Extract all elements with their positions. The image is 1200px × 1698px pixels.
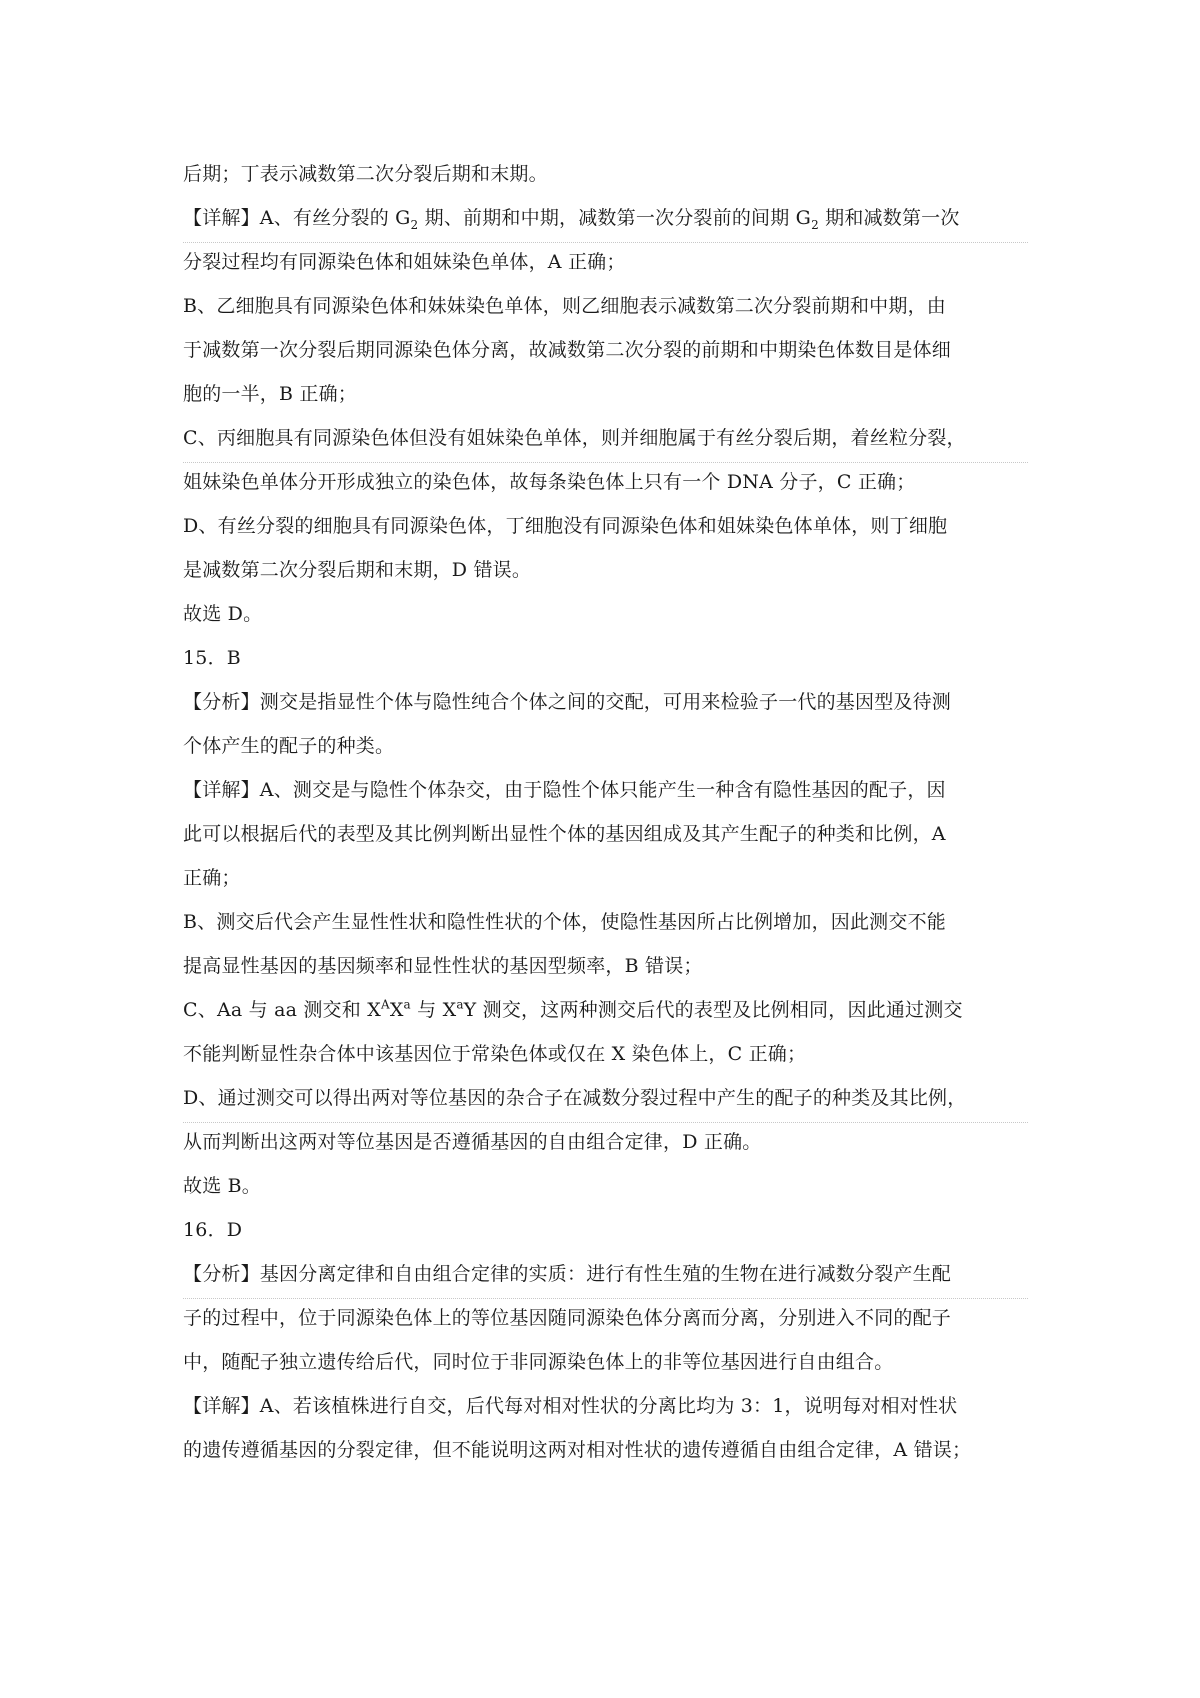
question-number xyxy=(183,1206,1028,1254)
text-line xyxy=(183,1250,1028,1299)
text-line xyxy=(183,502,1028,550)
text-run: 中，随配子独立遗传给后代，同时位于非同源染色体上的非等位基因进行自由组合。 xyxy=(183,1351,894,1373)
text-line xyxy=(183,326,1028,374)
text-run: 的遗传遵循基因的分裂定律，但不能说明这两对相对性状的遗传遵循自由组合定律，A 错误； xyxy=(183,1439,972,1461)
superscript: a xyxy=(456,997,464,1012)
text-line xyxy=(183,282,1028,330)
text-run: 是减数第二次分裂后期和末期，D 错误。 xyxy=(183,559,532,581)
text-run: 姐妹染色单体分开形成独立的染色体，故每条染色体上只有一个 DNA 分子，C 正确； xyxy=(183,471,916,493)
text-line xyxy=(183,150,1028,198)
text-line xyxy=(183,546,1028,594)
text-run: 与 X xyxy=(410,999,457,1021)
text-run: 故选 D。 xyxy=(183,603,263,625)
text-line xyxy=(183,194,1028,243)
text-line xyxy=(183,766,1028,814)
text-line xyxy=(183,1074,1028,1123)
text-run: B、测交后代会产生显性性状和隐性性状的个体，使隐性基因所占比例增加，因此测交不能 xyxy=(183,911,946,933)
text-line xyxy=(183,1382,1028,1430)
text-run: 16．D xyxy=(183,1219,243,1241)
text-run: 15．B xyxy=(183,647,241,669)
text-line xyxy=(183,1030,1028,1078)
text-run: 后期；丁表示减数第二次分裂后期和末期。 xyxy=(183,163,548,185)
text-run: 提高显性基因的基因频率和显性性状的基因型频率，B 错误； xyxy=(183,955,703,977)
subscript: 2 xyxy=(811,217,819,232)
text-line xyxy=(183,810,1028,858)
question-number xyxy=(183,634,1028,682)
text-run: 分裂过程均有同源染色体和姐妹染色单体，A 正确； xyxy=(183,251,626,273)
text-run: 不能判断显性杂合体中该基因位于常染色体或仅在 X 染色体上，C 正确； xyxy=(183,1043,807,1065)
text-run: D、通过测交可以得出两对等位基因的杂合子在减数分裂过程中产生的配子的种类及其比例， xyxy=(183,1087,967,1109)
text-line xyxy=(183,1426,1028,1474)
superscript: A xyxy=(380,997,390,1012)
text-line xyxy=(183,898,1028,946)
text-line xyxy=(183,370,1028,418)
text-run: 于减数第一次分裂后期同源染色体分离，故减数第二次分裂的前期和中期染色体数目是体细 xyxy=(183,339,952,361)
text-run: 【详解】A、有丝分裂的 G xyxy=(183,207,411,229)
text-run: X xyxy=(389,999,404,1021)
text-run: 此可以根据后代的表型及其比例判断出显性个体的基因组成及其产生配子的种类和比例，A xyxy=(183,823,946,845)
superscript: a xyxy=(403,997,411,1012)
text-run: C、丙细胞具有同源染色体但没有姐妹染色单体，则并细胞属于有丝分裂后期，着丝粒分裂， xyxy=(183,427,966,449)
text-line xyxy=(183,414,1028,463)
text-line xyxy=(183,986,1028,1034)
text-line xyxy=(183,854,1028,902)
text-run: B、乙细胞具有同源染色体和妹妹染色单体，则乙细胞表示减数第二次分裂前期和中期，由 xyxy=(183,295,946,317)
text-line xyxy=(183,238,1028,286)
text-run: 【分析】基因分离定律和自由组合定律的实质：进行有性生殖的生物在进行减数分裂产生配 xyxy=(183,1263,952,1285)
text-run: Y 测交，这两种测交后代的表型及比例相同，因此通过测交 xyxy=(463,999,963,1021)
text-line xyxy=(183,678,1028,726)
text-run: C、Aa 与 aa 测交和 X xyxy=(183,999,381,1021)
text-run: D、有丝分裂的细胞具有同源染色体，丁细胞没有同源染色体和姐妹染色体单体，则丁细胞 xyxy=(183,515,948,537)
text-run: 【分析】测交是指显性个体与隐性纯合个体之间的交配，可用来检验子一代的基因型及待测 xyxy=(183,691,952,713)
text-line xyxy=(183,1338,1028,1386)
subscript: 2 xyxy=(410,217,419,232)
text-line xyxy=(183,1118,1028,1166)
text-line xyxy=(183,1162,1028,1210)
text-run: 正确； xyxy=(183,867,241,889)
text-run: 期和减数第一次 xyxy=(818,207,960,229)
text-line xyxy=(183,722,1028,770)
text-run: 从而判断出这两对等位基因是否遵循基因的自由组合定律，D 正确。 xyxy=(183,1131,762,1153)
text-run: 【详解】A、若该植株进行自交，后代每对相对性状的分离比均为 3：1，说明每对相对性状 xyxy=(183,1395,958,1417)
text-line xyxy=(183,458,1028,506)
text-run: 子的过程中，位于同源染色体上的等位基因随同源染色体分离而分离，分别进入不同的配子 xyxy=(183,1307,952,1329)
text-line xyxy=(183,942,1028,990)
text-run: 胞的一半，B 正确； xyxy=(183,383,358,405)
text-run: 故选 B。 xyxy=(183,1175,262,1197)
text-run: 【详解】A、测交是与隐性个体杂交，由于隐性个体只能产生一种含有隐性基因的配子，因 xyxy=(183,779,946,801)
text-run: 个体产生的配子的种类。 xyxy=(183,735,395,757)
text-line xyxy=(183,1294,1028,1342)
text-line xyxy=(183,590,1028,638)
text-run: 期、前期和中期，减数第一次分裂前的间期 G xyxy=(418,207,812,229)
